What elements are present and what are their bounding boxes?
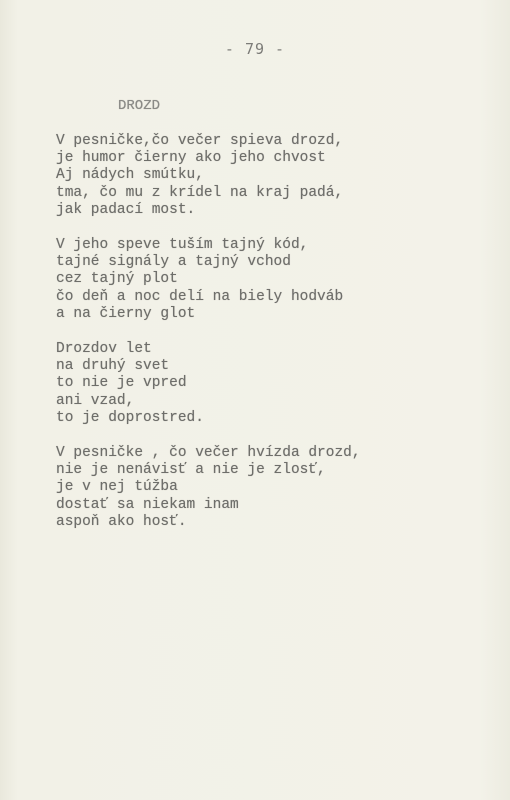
- poem-title: DROZD: [118, 98, 161, 114]
- poem-line: čo deň a noc delí na biely hodváb: [56, 288, 344, 305]
- stanza-1: [56, 133, 456, 219]
- stanza-2: [56, 237, 456, 323]
- poem-line: a na čierny glot: [56, 305, 196, 322]
- poem-line: je humor čierny ako jeho chvost: [56, 150, 326, 167]
- page-number: - 79 -: [224, 40, 286, 58]
- poem-line: Drozdov let: [56, 341, 152, 358]
- poem-line: V jeho speve tuším tajný kód,: [56, 237, 309, 254]
- poem: [56, 96, 456, 549]
- poem-line: ani vzad,: [56, 392, 135, 409]
- poem-line: je v nej túžba: [56, 479, 178, 496]
- poem-line: V pesničke , čo večer hvízda drozd,: [56, 445, 361, 462]
- poem-line: to nie je vpred: [56, 375, 187, 392]
- poem-line: dostať sa niekam inam: [56, 496, 239, 513]
- stanza-4: [56, 445, 456, 531]
- poem-line: aspoň ako hosť.: [56, 513, 187, 530]
- poem-line: to je doprostred.: [56, 409, 204, 426]
- poem-line: Aj nádych smútku,: [56, 167, 204, 184]
- stanza-3: [56, 341, 456, 427]
- poem-line: jak padací most.: [56, 201, 196, 218]
- poem-line: cez tajný plot: [56, 271, 178, 288]
- poem-line: V pesničke,čo večer spieva drozd,: [56, 133, 344, 149]
- poem-line: tajné signály a tajný vchod: [56, 254, 291, 271]
- poem-line: tma, čo mu z krídel na kraj padá,: [56, 184, 344, 201]
- poem-line: na druhý svet: [56, 358, 170, 375]
- poem-line: nie je nenávisť a nie je zlosť,: [56, 462, 326, 479]
